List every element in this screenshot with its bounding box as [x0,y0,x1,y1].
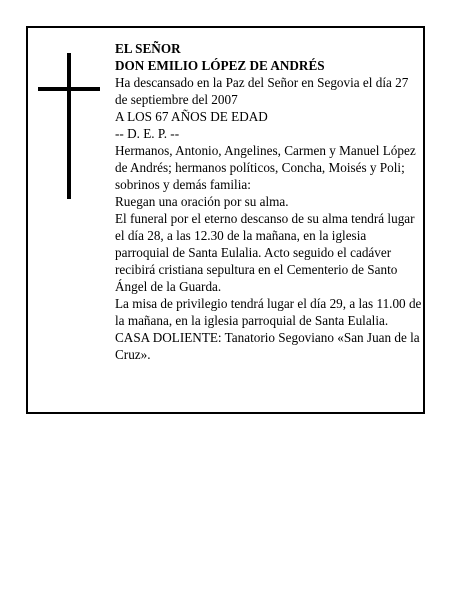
cross-horizontal-bar [38,87,100,91]
rest-statement: Ha descansado en la Paz del Señor en Segovia el día 27 de septiembre del 2007 [115,75,409,107]
family-paragraph: Hermanos, Antonio, Angelines, Carmen y Manuel López de Andrés; hermanos políticos, Concha, Moisés y Poli; sobrinos y demás familia: [115,143,416,192]
obituary-text [115,40,423,363]
mass-paragraph: La misa de privilegio tendrá lugar el día 29, a las 11.00 de la mañana, en la iglesia parroquial de Santa Eulalia. [115,296,422,328]
prayer-line: Ruegan una oración por su alma. [115,194,289,209]
cross-icon [38,53,100,199]
deceased-name: DON EMILIO LÓPEZ DE ANDRÉS [115,58,325,73]
mourning-house: CASA DOLIENTE: Tanatorio Segoviano «San Juan de la Cruz». [115,330,420,362]
title-line-1: EL SEÑOR [115,41,181,56]
dep-line: -- D. E. P. -- [115,126,180,141]
funeral-paragraph: El funeral por el eterno descanso de su alma tendrá lugar el día 28, a las 12.30 de la mañana, en la iglesia parroquial de Santa Eulalia. Acto seguido el cadáver recibirá cristiana sepultura en el Cementerio de Santo Ángel de la Guarda. [115,211,415,294]
age-line: A LOS 67 AÑOS DE EDAD [115,109,268,124]
cross-vertical-bar [67,53,71,199]
obituary-notice [26,26,425,414]
